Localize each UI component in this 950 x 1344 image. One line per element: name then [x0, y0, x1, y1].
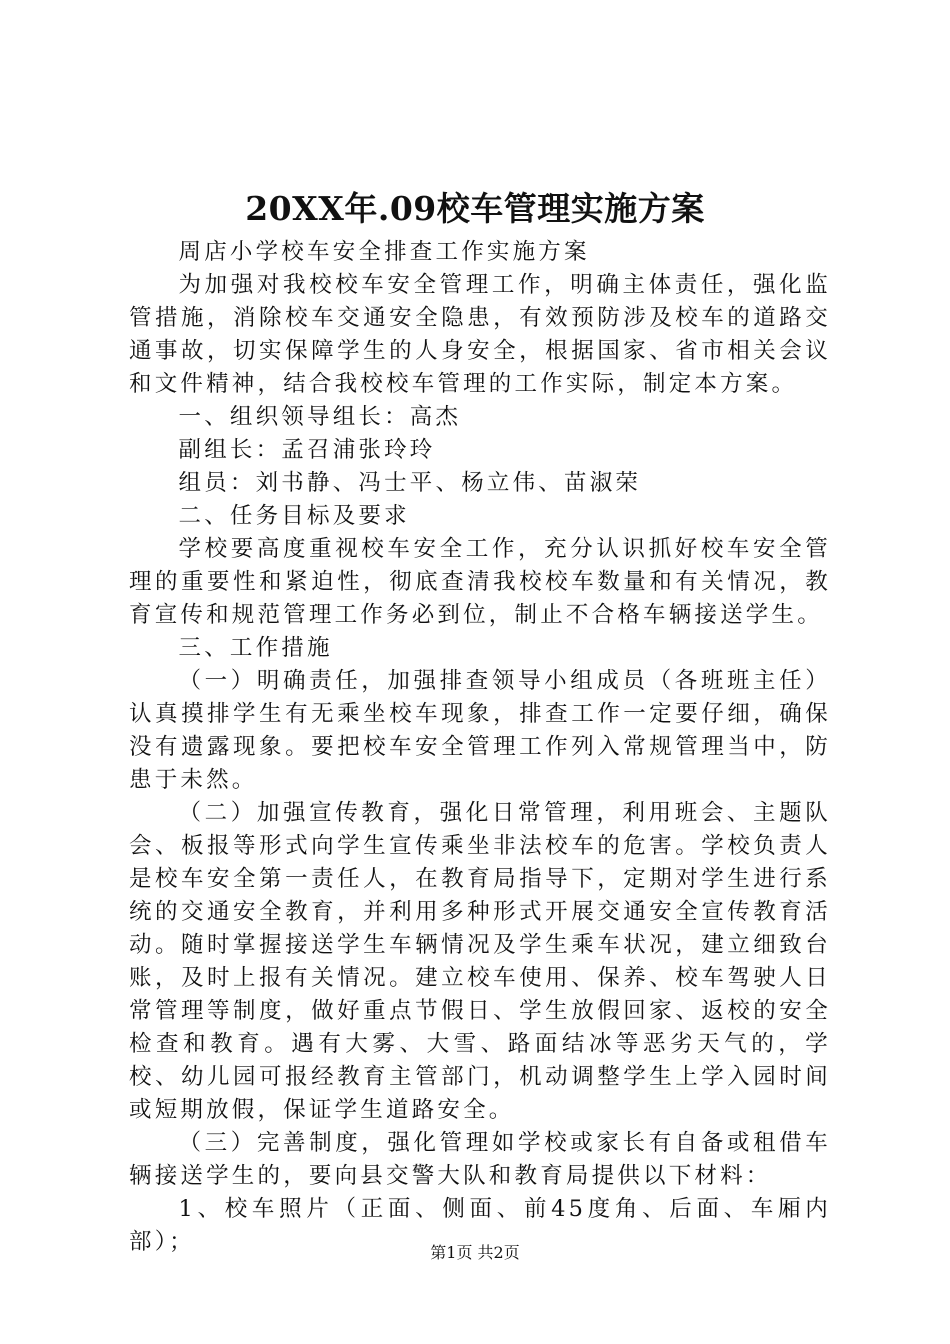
paragraph-measure-3: （三）完善制度，强化管理如学校或家长有自备或租借车辆接送学生的，要向县交警大队和教育局提供以下材料： — [129, 1130, 831, 1189]
paragraph-deputy-leader: 副组长：孟召浦张玲玲 — [178, 437, 436, 463]
paragraph-measure-2: （二）加强宣传教育，强化日常管理，利用班会、主题队会、板报等形式向学生宣传乘坐非法校车的危害。学校负责人是校车安全第一责任人，在教育局指导下，定期对学生进行系统的交通安全教育，并利用多种形式开展交通安全宣传教育活动。随时掌握接送学生车辆情况及学生乘车状况，建立细致台账，及时上报有关情况。建立校车使用、保养、校车驾驶人日常管理等制度，做好重点节假日、学生放假回家、返校的安全检查和教育。遇有大雾、大雪、路面结冰等恶劣天气的，学校、幼儿园可报经教育主管部门，机动调整学生上学入园时间或短期放假，保证学生道路安全。 — [129, 800, 831, 1123]
paragraph-measure-1: （一）明确责任，加强排查领导小组成员（各班班主任）认真摸排学生有无乘坐校车现象，排查工作一定要仔细，确保没有遗露现象。要把校车安全管理工作列入常规管理当中，防患于未然。 — [129, 668, 831, 793]
paragraph-goals: 学校要高度重视校车安全工作，充分认识抓好校车安全管理的重要性和紧迫性，彻底查清我校校车数量和有关情况，教育宣传和规范管理工作务必到位，制止不合格车辆接送学生。 — [129, 536, 831, 628]
section-heading-goals: 二、任务目标及要求 — [178, 503, 410, 529]
paragraph-subtitle: 周店小学校车安全排查工作实施方案 — [178, 239, 590, 265]
paragraph-leader: 一、组织领导组长：高杰 — [178, 404, 462, 430]
paragraph-members: 组员：刘书静、冯士平、杨立伟、苗淑荣 — [178, 470, 642, 496]
document-body — [129, 236, 831, 1259]
document-title: 20XX年.09校车管理实施方案 — [245, 189, 705, 228]
page-footer: 第1页 共2页 — [430, 1243, 520, 1262]
paragraph-intro: 为加强对我校校车安全管理工作，明确主体责任，强化监管措施，消除校车交通安全隐患，有效预防涉及校车的道路交通事故，切实保障学生的人身安全，根据国家、省市相关会议和文件精神，结合我校校车管理的工作实际，制定本方案。 — [129, 272, 831, 397]
paragraph-material-1: 1、校车照片（正面、侧面、前45度角、后面、车厢内部）； — [129, 1196, 831, 1255]
section-heading-measures: 三、工作措施 — [178, 635, 333, 661]
